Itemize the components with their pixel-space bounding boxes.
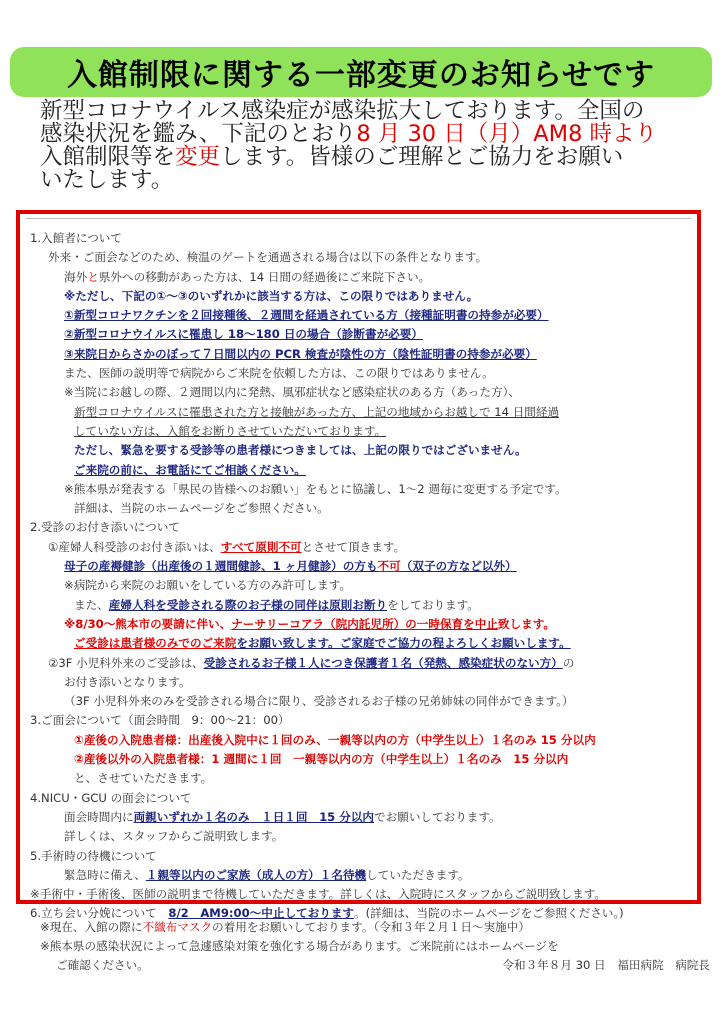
footer-line: ご確認ください。 令和３年８月 30 日 福田病院 病院長 <box>40 956 710 975</box>
divider <box>26 218 691 219</box>
s3-line: ①産後の入院患者様：出産後入院中に１回のみ、一親等以内の方（中学生以上）１名のみ 15 分以内 <box>74 732 596 747</box>
s4-line: 詳しくは、スタッフからご説明致します。 <box>64 829 284 844</box>
s2-line: 母子の産褥健診（出産後の１週間健診、1 ヶ月健診）の方も不可（双子の方など以外） <box>64 559 517 574</box>
section-4-heading: 4.NICU・GCU の面会について <box>30 790 192 805</box>
section-3-heading: 3.ご面会について（面会時間 9：00～21：00） <box>30 713 290 728</box>
page-title: 入館制限に関する一部変更のお知らせです <box>66 58 656 93</box>
mask-note: 不織布マスク <box>142 920 213 934</box>
s1-line: また、医師の説明等で病院からご来院を依頼した方は、この限りではありません。 <box>64 366 494 381</box>
intro-line-4: いたします。 <box>40 167 174 193</box>
notice-box <box>16 210 701 921</box>
s1-line: ただし、緊急を要する受診等の患者様につきましては、上記の限りではございません。 <box>74 443 527 458</box>
s1-line: していない方は、入館をお断りさせていただいております。 <box>74 423 387 438</box>
s1-line: ※当院にお越しの際、２週間以内に発熱、風邪症状など感染症状のある方（あった方）、 <box>64 385 520 400</box>
section-5-heading: 5.手術時の待機について <box>30 848 157 863</box>
section-6-heading: 6.立ち会い分娩について 8/2 AM9:00～中止しております。(詳細は、当院のホームページをご参照ください。) <box>30 906 624 921</box>
s5-line: 緊急時に備え、１親等以内のご家族（成人の方）１名待機していただきます。 <box>64 867 470 882</box>
footer-notes <box>40 918 710 975</box>
s3-line: ②産後以外の入院患者様：1 週間に１回 一親等以内の方（中学生以上）１名のみ 15 分以内 <box>74 752 569 767</box>
effective-date: 8 月 30 日（月）AM8 時より <box>356 121 658 147</box>
s1-line: 詳細は、当院のホームページをご参照ください。 <box>74 501 329 516</box>
notice-content <box>30 229 693 924</box>
s1-line: ※ただし、下記の①～③のいずれかに該当する方は、この限りではありません。 <box>64 288 479 303</box>
s1-line: ②新型コロナウイルスに罹患し 18～180 日の場合（診断書が必要） <box>64 327 423 342</box>
s3-line: と、させていただきます。 <box>74 771 213 786</box>
signature: 令和３年８月 30 日 福田病院 病院長 <box>502 958 710 972</box>
s1-line: 外来・ご面会などのため、検温のゲートを通過される場合は以下の条件となります。 <box>48 250 488 265</box>
s1-line: 新型コロナウイルスに罹患された方と接触があった方、上記の地域からお越しで 14 日間経過 <box>74 404 560 419</box>
section-1-heading: 1.入館者について <box>30 231 122 245</box>
intro-line-3: 入館制限等を変更します。皆様のご理解とご協力をお願い <box>40 144 624 170</box>
s2-line: また、産婦人科を受診される際のお子様の同伴は原則お断りをしております。 <box>74 597 479 612</box>
s4-line: 面会時間内に両親いずれか１名のみ １日１回 15 分以内でお願いしております。 <box>64 809 501 824</box>
section-2-heading: 2.受診のお付き添いについて <box>30 520 180 535</box>
intro-line-1: 新型コロナウイルス感染症が感染拡大しております。全国の <box>40 98 645 124</box>
s2-line: ※病院から来院のお願いをしている方のみ許可します。 <box>64 578 352 593</box>
s2-line: （3F 小児科外来のみを受診される場合に限り、受診されるお子様の兄弟姉妹の同伴ができます。） <box>64 694 574 709</box>
s2-line: ご受診は患者様のみでのご来院をお願い致します。ご家庭でご協力の程よろしくお願いします。 <box>74 636 571 651</box>
intro-text <box>40 100 712 192</box>
s1-line: ご来院の前に、お電話にてご相談ください。 <box>74 462 306 477</box>
s2-line: ※8/30～熊本市の要請に伴い、ナーサリーコアラ（院内託児所）の一時保育を中止致します。 <box>64 616 555 631</box>
change-word: 変更 <box>175 144 221 170</box>
s1-line: 海外と県外への移動があった方は、14 日間の経過後にご来院下さい。 <box>64 269 431 284</box>
s1-line: ※熊本県が発表する「県民の皆様へのお願い」をもとに協議し、1～2 週毎に変更する予定です。 <box>64 481 567 496</box>
intro-line-2: 感染状況を鑑み、下記のとおり8 月 30 日（月）AM8 時より <box>40 121 658 147</box>
s5-line: ※手術中・手術後、医師の説明まで待機していただきます。詳しくは、入院時にスタッフからご説明致します。 <box>30 887 606 902</box>
s1-line: ③来院日からさかのぼって７日間以内の PCR 検査が陰性の方（陰性証明書の持参が必要） <box>64 346 537 361</box>
footer-line: ※熊本県の感染状況によって急遽感染対策を強化する場合があります。ご来院前にはホームページを <box>40 939 559 953</box>
s2-line: ②3F 小児科外来のご受診は、受診されるお子様１人につき保護者１名（発熱、感染症状のない方）の <box>48 655 575 670</box>
s2-line: ①産婦人科受診のお付き添いは、すべて原則不可とさせて頂きます。 <box>48 539 406 554</box>
s2-line: お付き添いとなります。 <box>64 674 191 689</box>
footer-line: ※現在、入館の際に不織布マスクの着用をお願いしております。（令和３年２月１日～実施中） <box>40 920 530 934</box>
title-banner <box>10 47 712 97</box>
s1-line: ①新型コロナワクチンを２回接種後、２週間を経過されている方（接種証明書の持参が必要） <box>64 308 549 323</box>
